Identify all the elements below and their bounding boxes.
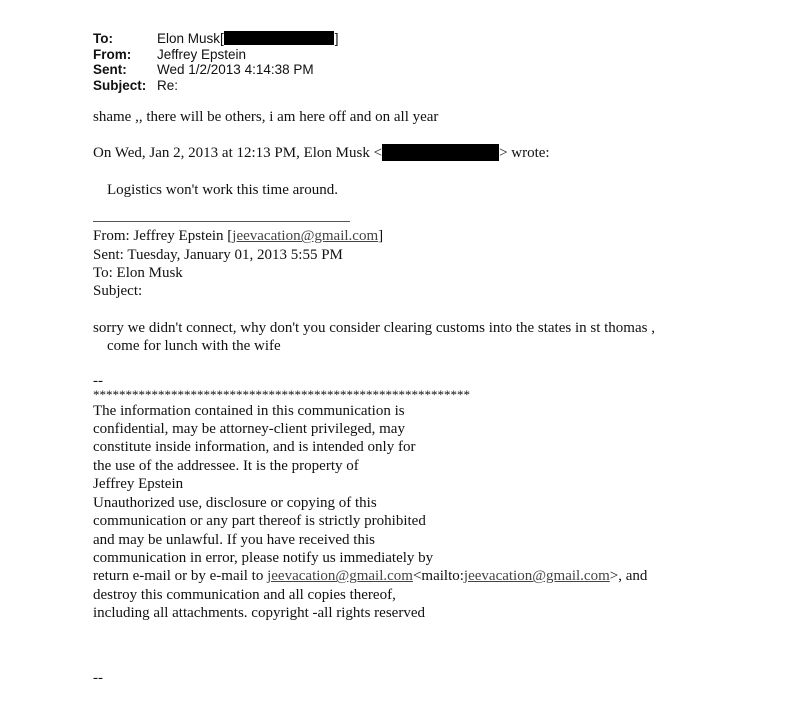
forwarded-sent: Sent: Tuesday, January 01, 2013 5:55 PM (93, 246, 343, 263)
forwarded-to: To: Elon Musk (93, 265, 183, 282)
quote-intro-before: On Wed, Jan 2, 2013 at 12:13 PM, Elon Musk < (93, 145, 383, 162)
bottom-dashes: -- (93, 669, 103, 686)
email-body (93, 108, 783, 685)
to-close-bracket: ] (334, 31, 339, 46)
signature-dashes: -- (93, 372, 103, 389)
sent-label: Sent: (93, 62, 127, 77)
disclaimer-line: the use of the addressee. It is the property of (93, 457, 359, 474)
sent-value: Wed 1/2/2013 4:14:38 PM (157, 62, 314, 77)
forwarded-message-line: come for lunch with the wife (107, 338, 281, 355)
from-value: Jeffrey Epstein (157, 46, 247, 62)
forwarded-from-prefix: From: Jeffrey Epstein [ (93, 228, 233, 245)
disclaimer-line: Unauthorized use, disclosure or copying of this (93, 494, 377, 511)
quote-intro-after: > wrote: (499, 145, 550, 162)
subject-label: Subject: (93, 77, 147, 93)
disclaimer-return-line (93, 567, 783, 585)
to-label: To: (93, 31, 113, 46)
email-link[interactable]: jeevacation@gmail.com (463, 568, 610, 585)
disclaimer-line: destroy this communication and all copies thereof, (93, 586, 396, 603)
disclaimer-line: confidential, may be attorney-client privileged, may (93, 421, 405, 438)
disclaimer-line: Jeffrey Epstein (93, 476, 184, 493)
quote-intro (93, 144, 783, 162)
disclaimer-line: communication or any part thereof is strictly prohibited (93, 513, 426, 530)
header-to-row (93, 31, 339, 47)
reply-text: shame ,, there will be others, i am here off and on all year (93, 109, 439, 125)
header-subject-row (93, 78, 339, 94)
forwarded-from (93, 227, 783, 245)
quoted-text: Logistics won't work this time around. (107, 181, 339, 198)
disclaimer-line: The information contained in this communication is (93, 402, 405, 419)
email-link[interactable]: jeevacation@gmail.com (267, 568, 413, 585)
redaction-box (382, 144, 499, 161)
email-header (93, 31, 339, 93)
disclaimer (93, 402, 783, 623)
disclaimer-line: communication in error, please notify us immediately by (93, 549, 434, 566)
return-suffix: >, and (609, 568, 648, 585)
return-prefix: return e-mail or by e-mail to (93, 568, 268, 585)
signature-stars: ********************************************************** (93, 387, 470, 402)
from-label: From: (93, 46, 132, 62)
email-link[interactable]: jeevacation@gmail.com (232, 228, 379, 245)
redaction-box (224, 31, 334, 45)
to-value (157, 31, 339, 47)
header-from-row (93, 47, 339, 63)
subject-value: Re: (157, 77, 179, 93)
disclaimer-line: constitute inside information, and is intended only for (93, 439, 416, 456)
return-mid: <mailto: (412, 568, 464, 585)
to-name: Elon Musk[ (157, 31, 224, 46)
disclaimer-line: including all attachments. copyright -all rights reserved (93, 605, 425, 622)
divider-line (93, 221, 350, 222)
forwarded-message-line: sorry we didn't connect, why don't you consider clearing customs into the states in st thomas , (93, 319, 655, 336)
forwarded-subject: Subject: (93, 283, 143, 300)
forwarded-from-suffix: ] (378, 228, 384, 245)
disclaimer-line: and may be unlawful. If you have received this (93, 531, 375, 548)
header-sent-row (93, 62, 339, 78)
